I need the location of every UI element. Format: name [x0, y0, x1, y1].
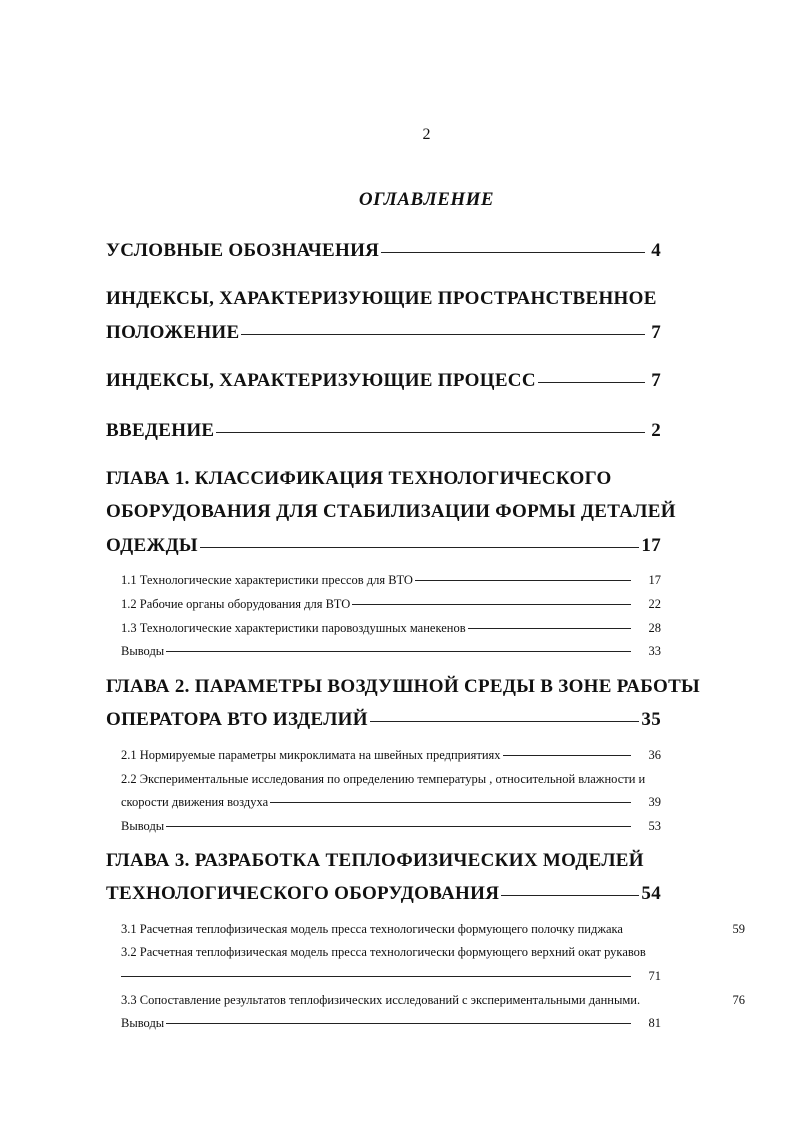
toc-entry-label: ИНДЕКСЫ, ХАРАКТЕРИЗУЮЩИЕ ПРОЦЕСС	[106, 370, 536, 391]
toc-entry-symbols[interactable]	[106, 240, 661, 262]
toc-section-page: 17	[648, 573, 661, 587]
toc-section-3-2-line1: 3.2 Расчетная теплофизическая модель пресса технологически формующего верхний окат рукавов	[121, 945, 646, 959]
toc-section-label: 1.1 Технологические характеристики прессов для ВТО	[121, 573, 413, 587]
toc-entry-page: 17	[641, 535, 661, 556]
toc-entry-label: ТЕХНОЛОГИЧЕСКОГО ОБОРУДОВАНИЯ	[106, 883, 500, 904]
toc-section-2-2-line1: 2.2 Экспериментальные исследования по определению температуры , относительной влажности и	[121, 772, 646, 786]
toc-section-page: 36	[648, 748, 661, 762]
toc-section-page: 39	[648, 795, 661, 809]
toc-leader	[216, 432, 645, 433]
toc-title: ОГЛАВЛЕНИЕ	[358, 189, 495, 210]
toc-section-2-conclusions[interactable]	[121, 819, 661, 834]
toc-section-2-1[interactable]	[121, 748, 661, 763]
toc-section-3-conclusions[interactable]	[121, 1016, 661, 1031]
chapter-2-title-line1: ГЛАВА 2. ПАРАМЕТРЫ ВОЗДУШНОЙ СРЕДЫ В ЗОНЕ РАБОТЫ	[106, 676, 701, 697]
toc-entry-page: 2	[651, 420, 661, 441]
toc-section-page: 33	[648, 644, 661, 658]
toc-entry-page: 54	[641, 883, 661, 904]
toc-section-label: скорости движения воздуха	[121, 795, 269, 809]
chapter-1-title-line1: ГЛАВА 1. КЛАССИФИКАЦИЯ ТЕХНОЛОГИЧЕСКОГО	[106, 468, 612, 489]
toc-entry-page: 35	[641, 709, 661, 730]
toc-leader	[370, 721, 640, 722]
toc-section-2-2[interactable]	[121, 795, 661, 810]
toc-leader	[200, 547, 639, 548]
toc-section-label: 1.3 Технологические характеристики паровоздушных манекенов	[121, 621, 466, 635]
toc-section-3-1[interactable]	[121, 922, 745, 937]
toc-section-1-1[interactable]	[121, 573, 661, 588]
toc-entry-chapter-1[interactable]	[106, 535, 661, 557]
toc-entry-chapter-3[interactable]	[106, 883, 661, 905]
toc-leader	[352, 604, 631, 605]
toc-entry-label: ВВЕДЕНИЕ	[106, 420, 215, 441]
toc-entry-process[interactable]	[106, 370, 661, 392]
toc-leader	[501, 895, 639, 896]
toc-entry-page: 4	[651, 240, 661, 261]
toc-leader	[468, 628, 631, 629]
toc-section-label: Выводы	[121, 644, 165, 658]
toc-leader	[538, 382, 645, 383]
toc-entry-label: УСЛОВНЫЕ ОБОЗНАЧЕНИЯ	[106, 240, 380, 261]
toc-leader	[241, 334, 645, 335]
toc-section-page: 28	[648, 621, 661, 635]
toc-leader	[166, 651, 631, 652]
toc-section-label: 2.1 Нормируемые параметры микроклимата на швейных предприятиях	[121, 748, 501, 762]
toc-section-3-2[interactable]	[121, 969, 661, 984]
toc-section-1-2[interactable]	[121, 597, 661, 612]
toc-section-page: 22	[648, 597, 661, 611]
toc-section-label: Выводы	[121, 819, 165, 833]
toc-leader	[415, 580, 631, 581]
toc-section-1-conclusions[interactable]	[121, 644, 661, 659]
toc-entry-introduction[interactable]	[106, 420, 661, 442]
toc-entry-page: 7	[651, 322, 661, 343]
toc-leader	[503, 755, 631, 756]
toc-section-label: 3.3 Сопоставление результатов теплофизических исследований с экспериментальными данными.	[121, 993, 641, 1007]
toc-section-label: 1.2 Рабочие органы оборудования для ВТО	[121, 597, 351, 611]
toc-section-page: 53	[648, 819, 661, 833]
toc-section-page: 76	[732, 993, 745, 1007]
toc-leader	[166, 1023, 631, 1024]
toc-leader	[270, 802, 631, 803]
chapter-3-title-line1: ГЛАВА 3. РАЗРАБОТКА ТЕПЛОФИЗИЧЕСКИХ МОДЕЛЕЙ	[106, 850, 644, 871]
toc-section-label: 3.1 Расчетная теплофизическая модель пресса технологически формующего полочку пиджака	[121, 922, 623, 936]
toc-section-page: 81	[648, 1016, 661, 1030]
toc-entry-chapter-2[interactable]	[106, 709, 661, 731]
toc-section-page: 59	[732, 922, 745, 936]
toc-entry-label: ПОЛОЖЕНИЕ	[106, 322, 240, 343]
toc-entry-label: ОПЕРАТОРА ВТО ИЗДЕЛИЙ	[106, 709, 368, 730]
toc-leader	[166, 826, 631, 827]
toc-section-1-3[interactable]	[121, 621, 661, 636]
toc-entry-spatial[interactable]	[106, 322, 661, 344]
page-number: 2	[422, 126, 431, 143]
toc-section-label: Выводы	[121, 1016, 165, 1030]
toc-entry-page: 7	[651, 370, 661, 391]
toc-section-3-3[interactable]	[121, 993, 745, 1008]
toc-leader	[121, 976, 631, 977]
toc-entry-spatial-line1: ИНДЕКСЫ, ХАРАКТЕРИЗУЮЩИЕ ПРОСТРАНСТВЕННОЕ	[106, 288, 657, 309]
chapter-1-title-line2: ОБОРУДОВАНИЯ ДЛЯ СТАБИЛИЗАЦИИ ФОРМЫ ДЕТАЛЕЙ	[106, 501, 676, 522]
toc-leader	[381, 252, 645, 253]
toc-entry-label: ОДЕЖДЫ	[106, 535, 198, 556]
toc-section-page: 71	[648, 969, 661, 983]
